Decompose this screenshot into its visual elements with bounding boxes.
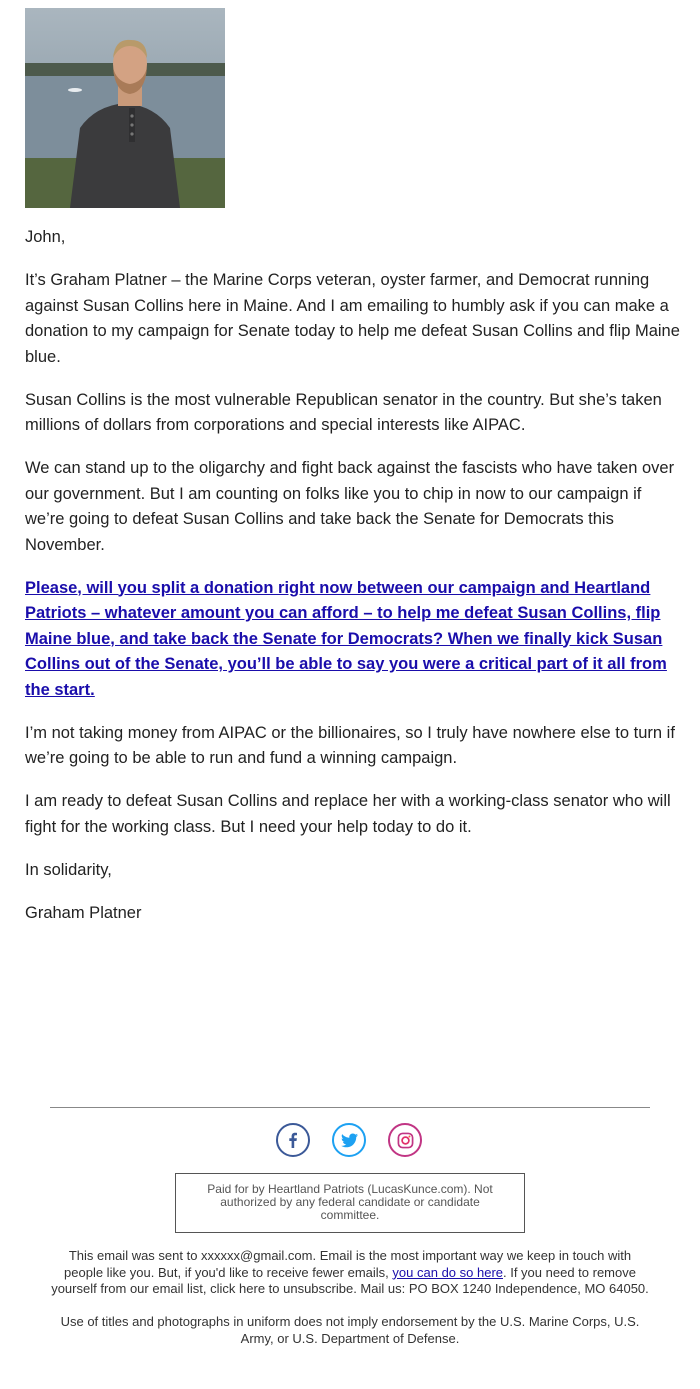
- paragraph-intro: It’s Graham Platner – the Marine Corps veteran, oyster farmer, and Democrat running against Susan Collins here in Maine. And I am emailing to humbly ask if you can make a donation to my campaign for Senate today to help me defeat Susan Collins and flip Maine blue.: [25, 271, 680, 366]
- twitter-icon: [341, 1133, 358, 1148]
- candidate-photo: [25, 8, 225, 208]
- disclaimer-text: Paid for by Heartland Patriots (LucasKunce.com). Not authorized by any federal candidate or candidate committee.: [207, 1182, 493, 1222]
- email-body: [25, 225, 680, 944]
- paragraph-ready: I am ready to defeat Susan Collins and replace her with a working-class senator who will fight for the working class. But I need your help today to do it.: [25, 792, 671, 836]
- paragraph-collins: Susan Collins is the most vulnerable Republican senator in the country. But she’s taken millions of dollars from corporations and special interests like AIPAC.: [25, 390, 662, 434]
- donation-cta-paragraph: [25, 576, 680, 704]
- fewer-emails-link[interactable]: you can do so here: [392, 1264, 503, 1280]
- email-footer: [50, 1248, 650, 1364]
- facebook-icon: [285, 1132, 301, 1148]
- social-links: [0, 1123, 700, 1161]
- footer-sent-notice: [50, 1248, 650, 1298]
- paragraph-aipac: I’m not taking money from AIPAC or the billionaires, so I truly have nowhere else to turn if we’re going to be able to run and fund a winning campaign.: [25, 723, 675, 767]
- instagram-link[interactable]: [388, 1123, 422, 1157]
- donation-cta-link[interactable]: Please, will you split a donation right now between our campaign and Heartland Patriots – whatever amount you can afford – to help me defeat Susan Collins, flip Maine blue, and take back the Senate for Democrats? When we finally kick Susan Collins out of the Senate, you’ll be able to say you were a critical part of it all from the start.: [25, 578, 667, 699]
- footer-divider: [50, 1107, 650, 1108]
- uniform-notice: Use of titles and photographs in uniform does not imply endorsement by the U.S. Marine Corps, U.S. Army, or U.S. Department of Defense.: [60, 1314, 640, 1346]
- signature: Graham Platner: [25, 903, 142, 922]
- twitter-link[interactable]: [332, 1123, 366, 1157]
- facebook-link[interactable]: [276, 1123, 310, 1157]
- paragraph-oligarchy: We can stand up to the oligarchy and fight back against the fascists who have taken over our government. But I am counting on folks like you to chip in now to our campaign if we’re going to defeat Susan Collins and take back the Senate for Democrats this November.: [25, 459, 675, 554]
- greeting: John,: [25, 228, 66, 246]
- paid-for-disclaimer: [175, 1173, 525, 1233]
- signoff: In solidarity,: [25, 860, 112, 879]
- footer-sent-prefix: This email was sent to xxxxxx@gmail.com. Email is the most important way we keep in touch with people like you. But, if you'd like to receive fewer emails,: [64, 1248, 632, 1280]
- footer-sent-suffix: . If you need to remove yourself from our email list, click here to unsubscribe. Mail us: PO BOX 1240 Independence, MO 64050.: [51, 1264, 649, 1296]
- instagram-icon: [397, 1132, 414, 1149]
